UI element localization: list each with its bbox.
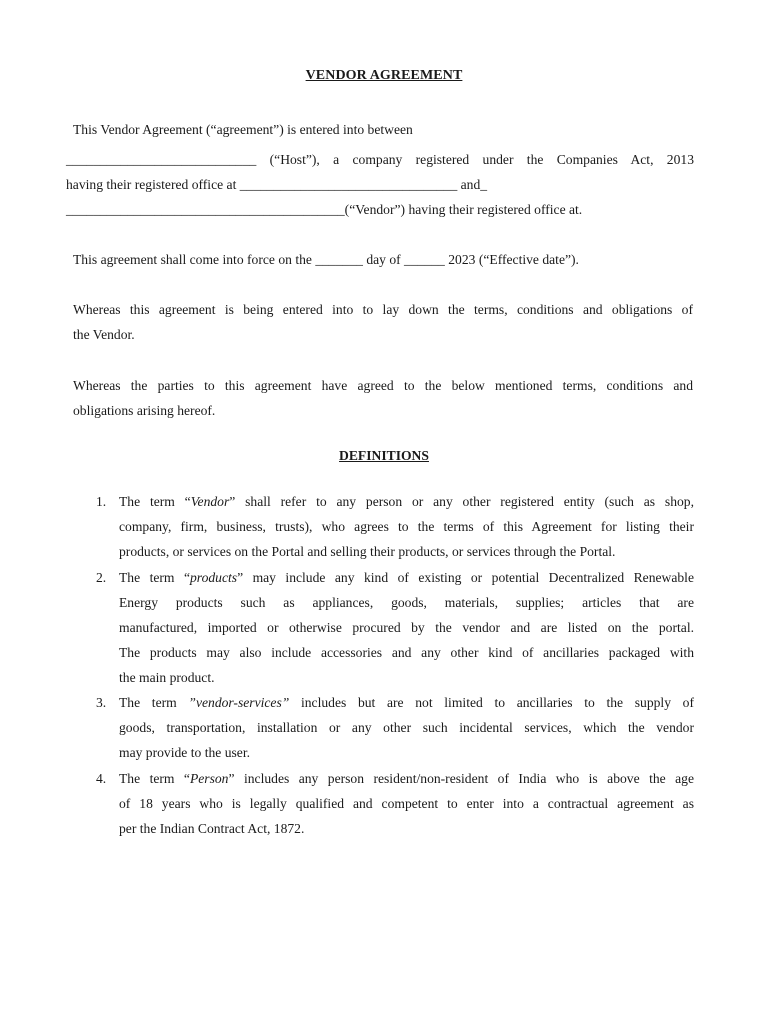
definition-term: Vendor bbox=[190, 494, 230, 509]
intro-office-line: having their registered office at ________________________________ and_ bbox=[66, 177, 488, 192]
effective-date-line: This agreement shall come into force on the _______ day of ______ 2023 (“Effective date”). bbox=[73, 252, 579, 267]
definition-term-suffix: includes but are not limited to ancillaries to the supply of bbox=[289, 695, 695, 710]
definition-term-suffix: ” may include any kind of existing or potential Decentralized Renewable bbox=[237, 570, 694, 585]
definition-body bbox=[119, 489, 694, 564]
definition-term-prefix: The term “ bbox=[119, 570, 190, 585]
definition-number: 2. bbox=[96, 570, 107, 585]
whereas-1-line-1: Whereas this agreement is being entered into to lay down the terms, conditions and obligations of bbox=[73, 302, 693, 317]
whereas-2-line-2: obligations arising hereof. bbox=[73, 403, 216, 418]
definitions-heading: DEFINITIONS bbox=[339, 448, 429, 463]
definition-term: products bbox=[190, 570, 238, 585]
definition-term-suffix: ” includes any person resident/non-resident of India who is above the age bbox=[228, 771, 694, 786]
definition-number: 1. bbox=[96, 494, 107, 509]
definition-body bbox=[119, 690, 694, 765]
definition-line: may provide to the user. bbox=[119, 745, 250, 760]
definition-number: 3. bbox=[96, 695, 107, 710]
definition-term-prefix: The term “ bbox=[119, 771, 190, 786]
definition-line: the main product. bbox=[119, 670, 215, 685]
definition-line: company, firm, business, trusts), who agrees to the terms of this Agreement for listing their bbox=[119, 519, 694, 534]
whereas-2-line-1: Whereas the parties to this agreement have agreed to the below mentioned terms, conditions and bbox=[73, 378, 693, 393]
definition-term-prefix: The term “ bbox=[119, 494, 191, 509]
document-title: VENDOR AGREEMENT bbox=[305, 68, 463, 83]
definition-line: products, or services on the Portal and selling their products, or services through the Portal. bbox=[119, 544, 616, 559]
definition-term-suffix: ” shall refer to any person or any other registered entity (such as shop, bbox=[229, 494, 694, 509]
whereas-1-line-2: the Vendor. bbox=[73, 327, 135, 342]
definition-number: 4. bbox=[96, 771, 107, 786]
definition-term: ”vendor-services” bbox=[188, 695, 290, 710]
definition-line: of 18 years who is legally qualified and competent to enter into a contractual agreement as bbox=[119, 796, 694, 811]
definition-term: Person bbox=[189, 771, 229, 786]
definition-line: Energy products such as appliances, goods, materials, supplies; articles that are bbox=[119, 595, 694, 610]
definition-line: goods, transportation, installation or any other such incidental services, which the vendor bbox=[119, 720, 694, 735]
definition-body bbox=[119, 766, 694, 841]
definition-line: per the Indian Contract Act, 1872. bbox=[119, 821, 305, 836]
intro-vendor-line: _________________________________________(“Vendor”) having their registered office at. bbox=[66, 202, 583, 217]
definition-term-prefix: The term bbox=[119, 695, 189, 710]
definition-line: manufactured, imported or otherwise procured by the vendor and are listed on the portal. bbox=[119, 620, 694, 635]
intro-host-line: ____________________________ (“Host”), a company registered under the Companies Act, 2013 bbox=[66, 152, 694, 167]
definition-body bbox=[119, 565, 694, 690]
intro-line-1: This Vendor Agreement (“agreement”) is entered into between bbox=[73, 122, 413, 137]
definition-line: The products may also include accessories and any other kind of ancillaries packaged with bbox=[119, 645, 694, 660]
